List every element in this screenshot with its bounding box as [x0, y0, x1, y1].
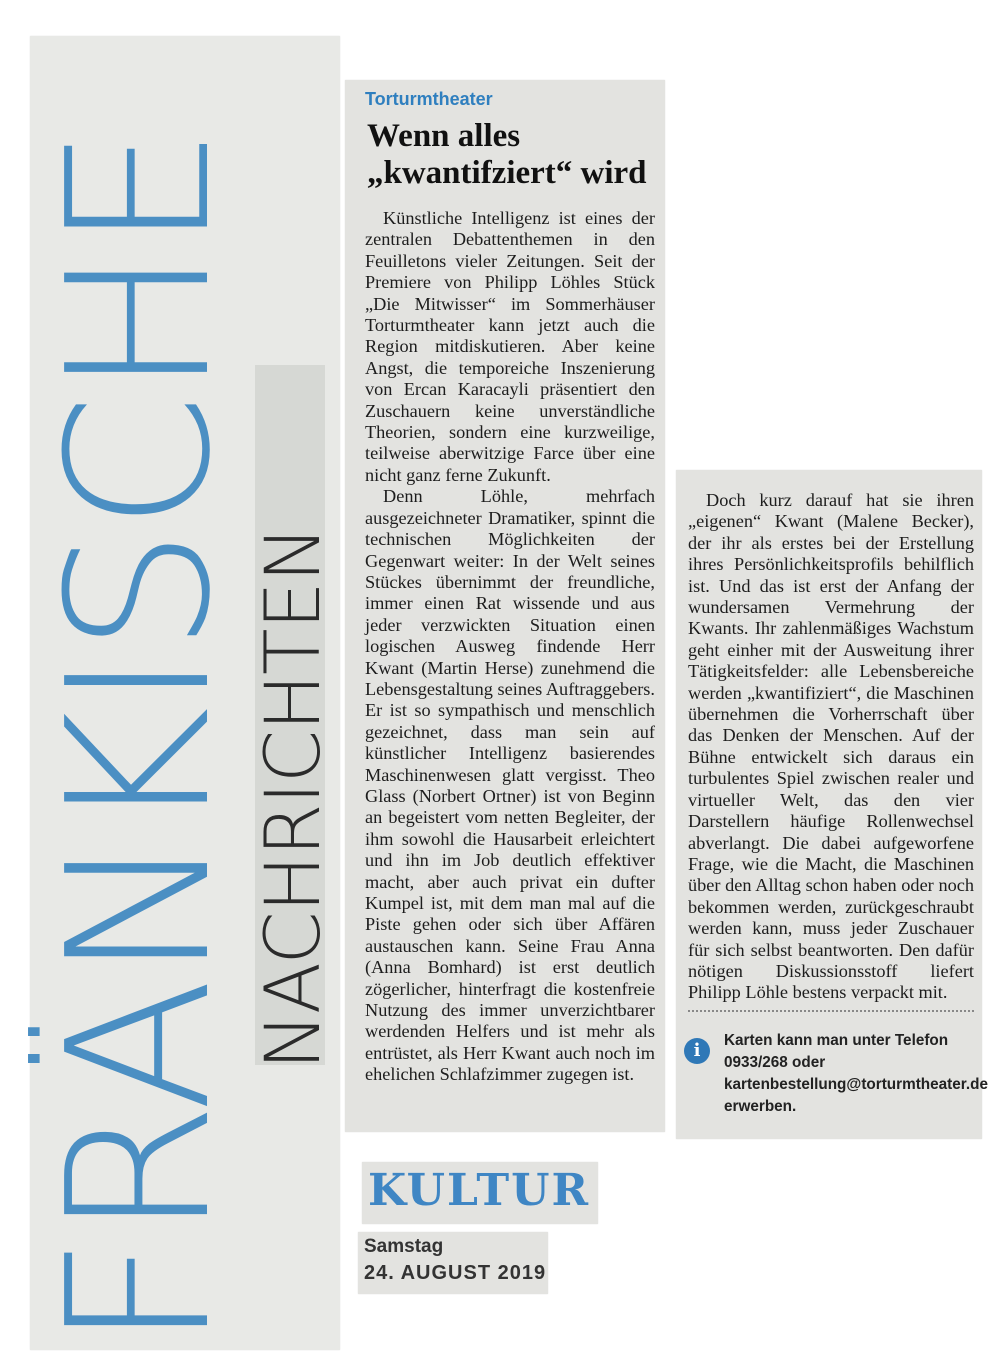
article-kicker: Torturmtheater — [365, 89, 493, 109]
article-body-column-2 — [688, 490, 974, 1004]
paragraph: Doch kurz darauf hat sie ihren „eigenen“ Kwant (Malene Becker), der ihr als erstes bei der Erstellung ihres Persönlichkeitsprofils behilflich ist. Und das ist erst der Anfang der wundersamen Vermehrung der Kwants. Ihr zahlenmäßiges Wachstum geht einher mit der Ausweitung ihrer Tätigkeitsfelder: alle Lebensbereiche werden „kwantifiziert“, die Maschinen übernehmen die Vorherrschaft über das Denken der Menschen. Auf der Bühne entwickelt sich daraus ein turbulentes Spiel zwischen realer und virtueller Welt, das den vier Darstellern häufige Rollenwechsel abverlangt. Die dabei aufgeworfene Frage, wie die Macht, die Maschinen über den Alltag schon haben oder noch bekommen werden, zurückgeschraubt werden kann, muss jeder Zuschauer für sich selbst beantworten. Den dafür nötigen Diskussionsstoff liefert Philipp Löhle bestens verpackt mit. — [688, 490, 974, 1003]
section-title: KULTUR — [368, 1165, 591, 1216]
paragraph: Denn Löhle, mehrfach ausgezeichneter Dramatiker, spinnt die technischen Möglichkeiten der Gegenwart weiter: In der Welt seines Stückes übernimmt der freundliche, immer einen Rat wissende und aus jeder verzwickten Situation einen logischen Ausweg findende Herr Kwant (Martin Herse) zunehmend die Lebensgestaltung seines Auftraggebers. Er ist so sympathisch und menschlich gezeichnet, dass man sein auf künstlicher Intelligenz basierendes Maschinenwesen glatt vergisst. Theo Glass (Norbert Ortner) ist von Beginn an begeistert vom netten Begleiter, der ihm sowohl die Hausarbeit erleichtert und ihn im Job deutlich effektiver macht, aber auch privat ein dufter Kumpel ist, mit dem man mal auf die Piste gehen oder sich über Affären austauschen kann. Seine Frau Anna (Anna Bomhard) ist erst deutlich zögerlicher, hinterfragt die kostenfreie Nutzung des immer unverzichtbarer werdenden Helfers und ist mehr als entrüstet, als Herr Kwant auch noch im ehelichen Schlafzimmer zugegen ist. — [365, 486, 655, 1085]
newspaper-subtitle: NACHRICHTEN — [248, 526, 337, 1070]
article-column-1 — [345, 80, 665, 1132]
date-clipping — [358, 1232, 548, 1294]
paragraph: Künstliche Intelligenz ist eines der zentralen Debattenthemen in den Feuilletons vieler Zeitungen. Seit der Premiere von Philipp Löhles Stück „Die Mitwisser“ im Sommerhäuser Torturmtheater kann jetzt auch die Region mitdiskutieren. Aber keine Angst, die temporeiche Inszenierung von Ercan Karacayli präsentiert den Zuschauern keine unverständliche Theorien, sondern eine kurzweilige, teilweise aberwitzige Farce über eine nicht ganz ferne Zukunft. — [365, 208, 655, 485]
publication-day: Samstag — [364, 1236, 444, 1257]
publication-date: 24. AUGUST 2019 — [364, 1262, 547, 1284]
article-body-column-1 — [365, 208, 655, 1086]
article-column-2 — [676, 470, 988, 1139]
section-clipping — [362, 1162, 598, 1224]
info-icon: i — [684, 1038, 710, 1064]
ticket-info-text: Karten kann man unter Telefon 0933/268 oder kartenbestellung@torturmtheater.de erwerben. — [724, 1032, 988, 1115]
article-headline: Wenn alles „kwantifziert“ wird — [367, 118, 647, 191]
divider — [688, 1010, 974, 1012]
newspaper-title: FRÄNKISCHE — [26, 128, 254, 1349]
